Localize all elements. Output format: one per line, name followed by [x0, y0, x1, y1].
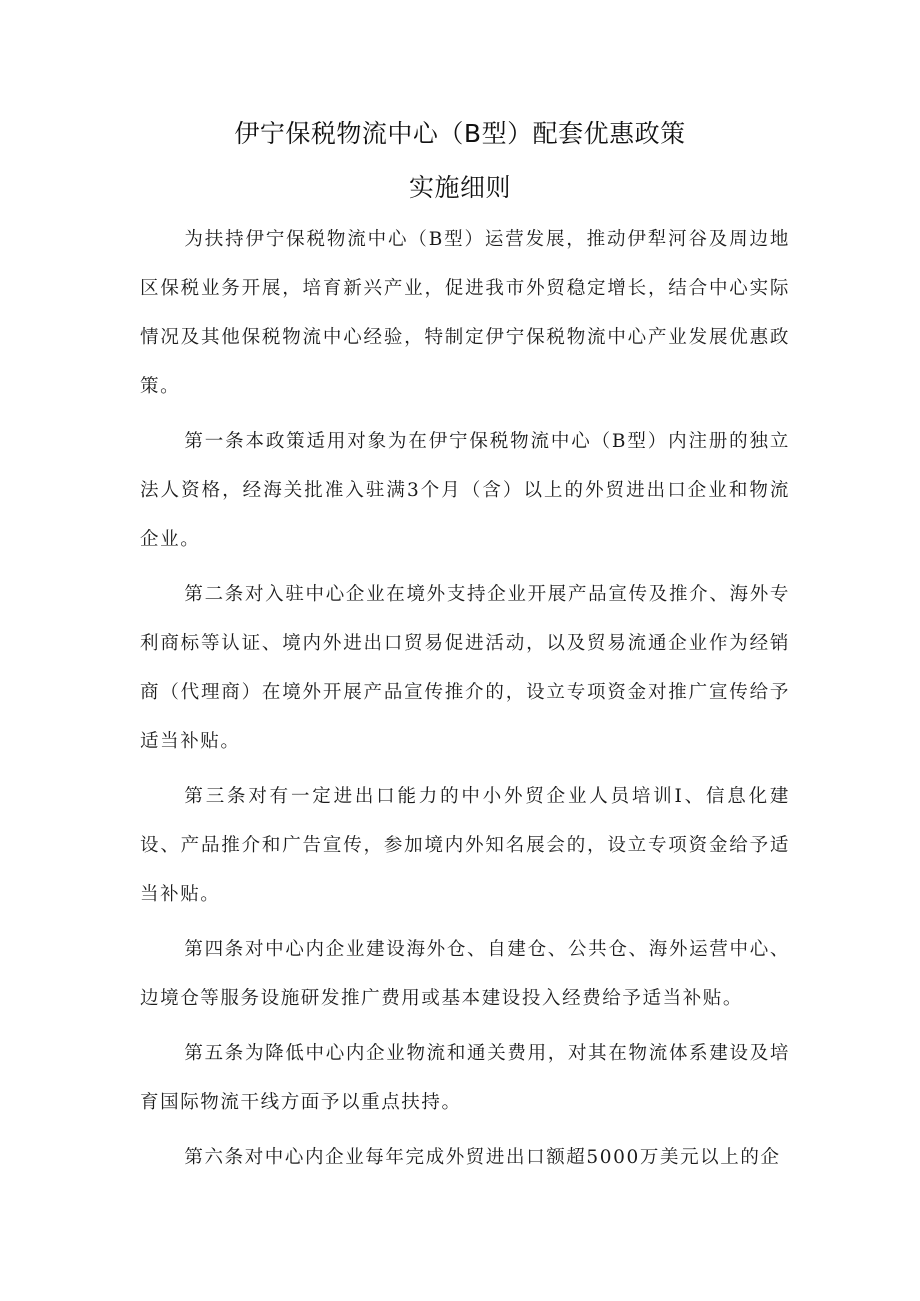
paragraph-intro: 为扶持伊宁保税物流中心（B型）运营发展，推动伊犁河谷及周边地区保税业务开展，培育新兴产业，促进我市外贸稳定增长，结合中心实际情况及其他保税物流中心经验，特制定伊宁保税物流中心产业发展优惠政策。 [140, 229, 790, 397]
paragraph-article-5: 第五条为降低中心内企业物流和通关费用，对其在物流体系建设及培育国际物流干线方面予以重点扶持。 [140, 1043, 790, 1113]
paragraph-article-6: 第六条对中心内企业每年完成外贸进出口额超5000万美元以上的企 [184, 1147, 781, 1168]
document-title: 伊宁保税物流中心（B型）配套优惠政策 [234, 119, 686, 148]
paragraph-article-4: 第四条对中心内企业建设海外仓、自建仓、公共仓、海外运营中心、边境仓等服务设施研发推广费用或基本建设投入经费给予适当补贴。 [140, 939, 790, 1009]
paragraph-article-1: 第一条本政策适用对象为在伊宁保税物流中心（B型）内注册的独立法人资格，经海关批准入驻满3个月（含）以上的外贸进出口企业和物流企业。 [140, 431, 790, 550]
paragraph-article-3: 第三条对有一定进出口能力的中小外贸企业人员培训I、信息化建设、产品推介和广告宣传，参加境内外知名展会的，设立专项资金给予适当补贴。 [140, 786, 790, 905]
document-subtitle: 实施细则 [408, 173, 511, 202]
paragraph-article-2: 第二条对入驻中心企业在境外支持企业开展产品宣传及推介、海外专利商标等认证、境内外进出口贸易促进活动，以及贸易流通企业作为经销商（代理商）在境外开展产品宣传推介的，设立专项资金对推广宣传给予适当补贴。 [140, 584, 790, 752]
document-body [140, 215, 790, 1188]
